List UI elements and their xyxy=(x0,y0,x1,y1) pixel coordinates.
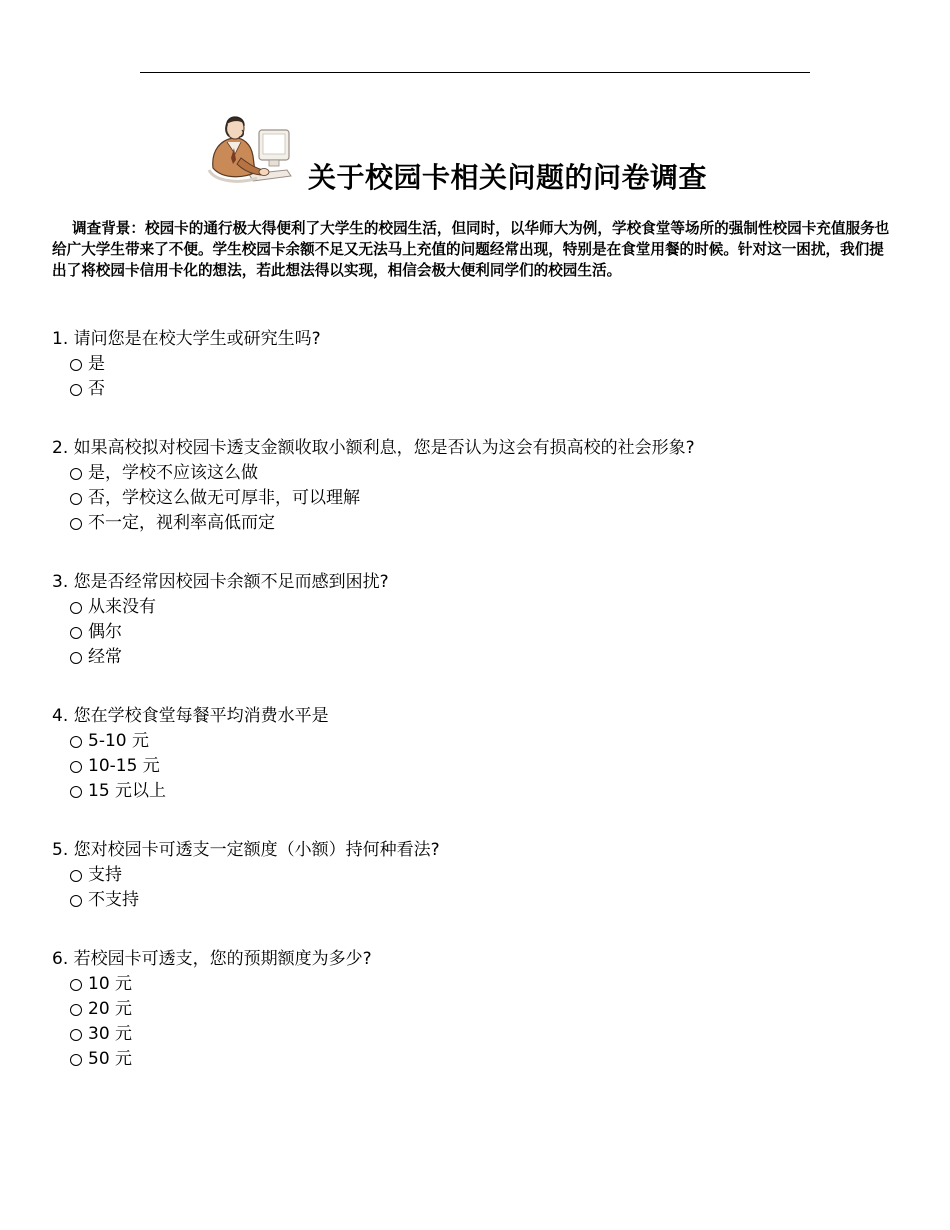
option-label: 10 元 xyxy=(88,974,133,994)
radio-circle-icon[interactable] xyxy=(70,1004,82,1016)
answer-option[interactable] xyxy=(70,461,912,486)
option-label: 不支持 xyxy=(88,890,139,910)
option-label: 从来没有 xyxy=(88,597,156,617)
answer-option[interactable] xyxy=(70,972,912,997)
radio-circle-icon[interactable] xyxy=(70,493,82,505)
question-list xyxy=(52,327,912,1106)
radio-circle-icon[interactable] xyxy=(70,761,82,773)
answer-option[interactable] xyxy=(70,511,912,536)
radio-circle-icon[interactable] xyxy=(70,786,82,798)
question-text: 5. 您对校园卡可透支一定额度（小额）持何种看法? xyxy=(52,840,440,860)
option-list xyxy=(52,863,912,913)
radio-circle-icon[interactable] xyxy=(70,468,82,480)
question-3 xyxy=(52,570,912,670)
option-label: 是，学校不应该这么做 xyxy=(88,463,258,483)
option-list xyxy=(52,729,912,804)
answer-option[interactable] xyxy=(70,352,912,377)
answer-option[interactable] xyxy=(70,754,912,779)
option-label: 20 元 xyxy=(88,999,133,1019)
radio-circle-icon[interactable] xyxy=(70,1054,82,1066)
question-1 xyxy=(52,327,912,402)
radio-circle-icon[interactable] xyxy=(70,895,82,907)
radio-circle-icon[interactable] xyxy=(70,652,82,664)
radio-circle-icon[interactable] xyxy=(70,384,82,396)
answer-option[interactable] xyxy=(70,1047,912,1072)
radio-circle-icon[interactable] xyxy=(70,736,82,748)
answer-option[interactable] xyxy=(70,595,912,620)
question-2 xyxy=(52,436,912,536)
option-label: 是 xyxy=(88,354,105,374)
option-label: 5-10 元 xyxy=(88,731,149,751)
option-list xyxy=(52,595,912,670)
option-label: 否 xyxy=(88,379,105,399)
question-text: 6. 若校园卡可透支，您的预期额度为多少? xyxy=(52,949,372,969)
radio-circle-icon[interactable] xyxy=(70,979,82,991)
question-text: 1. 请问您是在校大学生或研究生吗? xyxy=(52,329,321,349)
option-label: 支持 xyxy=(88,865,122,885)
answer-option[interactable] xyxy=(70,779,912,804)
radio-circle-icon[interactable] xyxy=(70,602,82,614)
answer-option[interactable] xyxy=(70,863,912,888)
option-label: 经常 xyxy=(88,647,122,667)
survey-background-text: 调查背景：校园卡的通行极大得便利了大学生的校园生活，但同时，以华师大为例，学校食堂等场所的强制性校园卡充值服务也给广大学生带来了不便。学生校园卡余额不足又无法马上充值的问题经常出现，特别是在食堂用餐的时候。针对这一困扰，我们提出了将校园卡信用卡化的想法，若此想法得以实现，相信会极大便利同学们的校园生活。 xyxy=(52,220,890,279)
radio-circle-icon[interactable] xyxy=(70,870,82,882)
answer-option[interactable] xyxy=(70,888,912,913)
question-4 xyxy=(52,704,912,804)
option-list xyxy=(52,461,912,536)
answer-option[interactable] xyxy=(70,486,912,511)
radio-circle-icon[interactable] xyxy=(70,1029,82,1041)
radio-circle-icon[interactable] xyxy=(70,627,82,639)
option-label: 偶尔 xyxy=(88,622,122,642)
answer-option[interactable] xyxy=(70,377,912,402)
answer-option[interactable] xyxy=(70,997,912,1022)
option-list xyxy=(52,352,912,402)
question-text: 2. 如果高校拟对校园卡透支金额收取小额利息，您是否认为这会有损高校的社会形象? xyxy=(52,438,695,458)
option-label: 否，学校这么做无可厚非，可以理解 xyxy=(88,488,360,508)
option-label: 15 元以上 xyxy=(88,781,167,801)
option-label: 不一定，视利率高低而定 xyxy=(88,513,275,533)
question-6 xyxy=(52,947,912,1072)
office-worker-clipart xyxy=(205,108,297,190)
answer-option[interactable] xyxy=(70,729,912,754)
radio-circle-icon[interactable] xyxy=(70,518,82,530)
answer-option[interactable] xyxy=(70,620,912,645)
top-divider xyxy=(140,72,810,73)
option-list xyxy=(52,972,912,1072)
question-5 xyxy=(52,838,912,913)
option-label: 50 元 xyxy=(88,1049,133,1069)
option-label: 10-15 元 xyxy=(88,756,160,776)
question-text: 4. 您在学校食堂每餐平均消费水平是 xyxy=(52,706,329,726)
answer-option[interactable] xyxy=(70,1022,912,1047)
answer-option[interactable] xyxy=(70,645,912,670)
survey-title: 关于校园卡相关问题的问卷调查 xyxy=(308,161,708,194)
radio-circle-icon[interactable] xyxy=(70,359,82,371)
option-label: 30 元 xyxy=(88,1024,133,1044)
question-text: 3. 您是否经常因校园卡余额不足而感到困扰? xyxy=(52,572,389,592)
